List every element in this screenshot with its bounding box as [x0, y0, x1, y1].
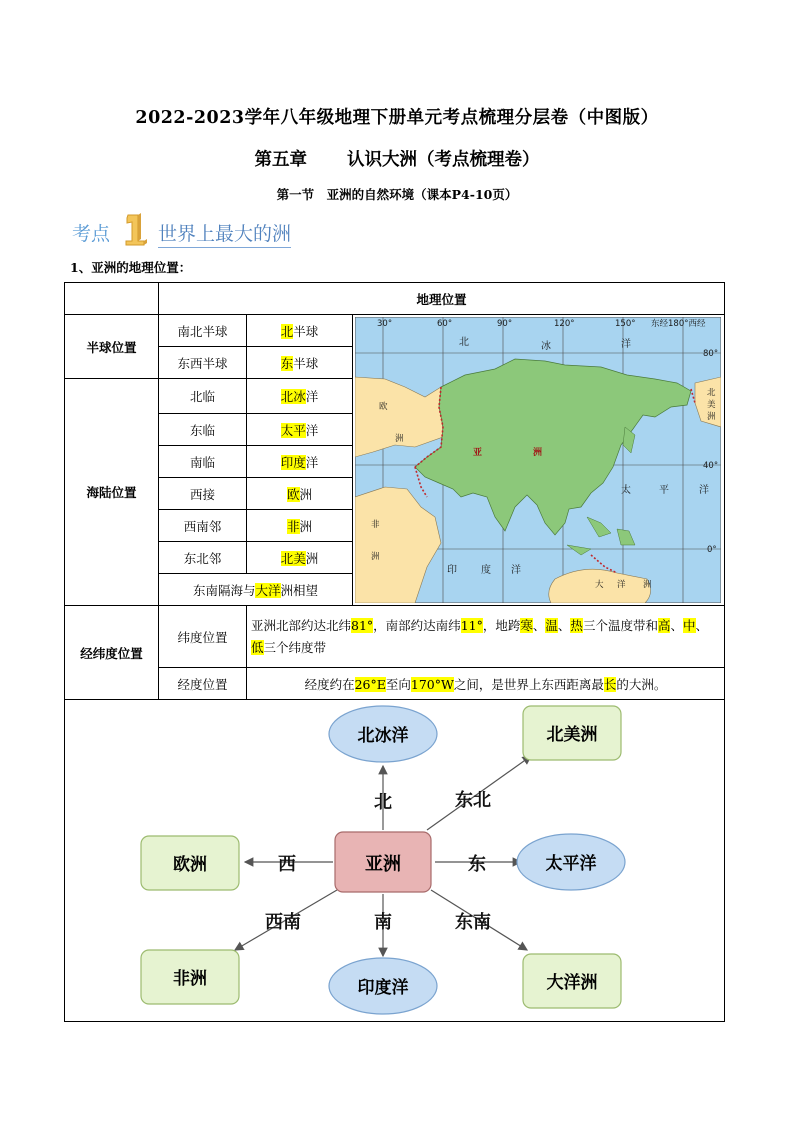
row-value: 东半球 [247, 347, 353, 379]
subsection-heading: 1、亚洲的地理位置： [70, 260, 192, 275]
kaodian-label: 考点 [72, 223, 111, 245]
svg-text:0°: 0° [707, 545, 717, 555]
svg-text:北: 北 [707, 388, 716, 398]
svg-text:印: 印 [447, 565, 457, 576]
svg-text:40°: 40° [703, 461, 719, 471]
section-heading: 第一节 亚洲的自然环境（课本P4-10页） [276, 187, 518, 202]
row-value: 印度洋 [247, 446, 353, 478]
geo-position-table [64, 282, 725, 1022]
sealand-group: 海陆位置 [65, 379, 159, 606]
node-north-label: 北冰洋 [357, 726, 409, 746]
node-southeast-label: 大洋洲 [546, 973, 598, 993]
svg-text:冰: 冰 [541, 341, 551, 352]
svg-text:洲: 洲 [395, 434, 404, 444]
svg-text:150°: 150° [615, 319, 636, 329]
dir-west: 西 [278, 854, 296, 875]
center-node-label: 亚洲 [365, 854, 401, 875]
dir-east: 东 [468, 854, 486, 875]
dir-south: 南 [374, 912, 392, 933]
svg-text:太: 太 [621, 485, 631, 496]
svg-text:洋: 洋 [617, 580, 626, 590]
table-header: 地理位置 [159, 283, 725, 315]
row-value: 非洲 [247, 510, 353, 542]
kaodian-title: 世界上最大的洲 [158, 219, 291, 248]
row-value: 太平洋 [247, 414, 353, 446]
node-west-label: 欧洲 [173, 855, 207, 875]
svg-text:北: 北 [459, 337, 469, 348]
svg-text:60°: 60° [437, 319, 453, 329]
svg-text:洲: 洲 [371, 552, 380, 562]
svg-text:80°: 80° [703, 349, 719, 359]
southeast-row: 东南隔海与大洋洲相望 [159, 574, 353, 606]
svg-text:洋: 洋 [621, 339, 631, 350]
node-northeast-label: 北美洲 [546, 725, 598, 745]
latlon-group: 经纬度位置 [65, 606, 159, 700]
row-value: 北半球 [247, 315, 353, 347]
number-one-icon [122, 211, 148, 247]
chapter-name: 认识大洲（考点梳理卷） [347, 150, 540, 170]
svg-text:平: 平 [659, 485, 669, 496]
row-label: 东临 [159, 414, 247, 446]
row-label: 南临 [159, 446, 247, 478]
svg-text:洲: 洲 [643, 580, 652, 590]
dir-northeast: 东北 [455, 790, 491, 811]
row-label: 北临 [159, 379, 247, 414]
row-label: 东北邻 [159, 542, 247, 574]
node-south-label: 印度洋 [357, 978, 409, 998]
svg-text:欧: 欧 [379, 402, 388, 412]
row-value: 欧洲 [247, 478, 353, 510]
row-value: 北美洲 [247, 542, 353, 574]
svg-text:东经180°西经: 东经180°西经 [651, 319, 706, 329]
chapter-heading [0, 146, 794, 171]
asia-map [355, 317, 721, 603]
svg-text:亚: 亚 [473, 448, 483, 458]
row-label: 西南邻 [159, 510, 247, 542]
row-label: 东西半球 [159, 347, 247, 379]
svg-text:洲: 洲 [707, 412, 716, 422]
dir-north: 北 [374, 792, 392, 813]
svg-text:洲: 洲 [533, 448, 543, 458]
asia-map-cell [353, 315, 725, 606]
row-label: 南北半球 [159, 315, 247, 347]
node-east-label: 太平洋 [545, 854, 597, 874]
dir-southeast: 东南 [455, 912, 491, 933]
corner-cell [65, 283, 159, 315]
svg-text:120°: 120° [554, 319, 575, 329]
svg-text:美: 美 [707, 400, 716, 410]
svg-text:洋: 洋 [511, 565, 521, 576]
lon-label: 经度位置 [159, 668, 247, 700]
svg-text:洋: 洋 [699, 485, 709, 496]
node-southwest-label: 非洲 [173, 969, 207, 989]
svg-text:度: 度 [481, 565, 491, 576]
dir-southwest: 西南 [265, 912, 301, 933]
lat-label: 纬度位置 [159, 606, 247, 668]
svg-text:90°: 90° [497, 319, 513, 329]
svg-text:非: 非 [371, 520, 380, 530]
hemisphere-group: 半球位置 [65, 315, 159, 379]
kaodian-banner [70, 213, 330, 249]
neighbor-diagram [65, 700, 723, 1022]
svg-text:大: 大 [595, 580, 604, 590]
document-title: 2022-2023学年八年级地理下册单元考点梳理分层卷（中图版） [135, 108, 659, 128]
svg-text:30°: 30° [377, 319, 393, 329]
diagram-cell [65, 700, 725, 1022]
chapter-number: 第五章 [254, 150, 307, 170]
row-value: 北冰洋 [247, 379, 353, 414]
lon-description: 经度约在26°E至向170°W之间，是世界上东西距离最长的大洲。 [247, 668, 725, 700]
lat-description: 亚洲北部约达北纬81°，南部约达南纬11°，地跨寒、温、热三个温度带和高、中、低三个纬度带 [247, 606, 725, 668]
row-label: 西接 [159, 478, 247, 510]
